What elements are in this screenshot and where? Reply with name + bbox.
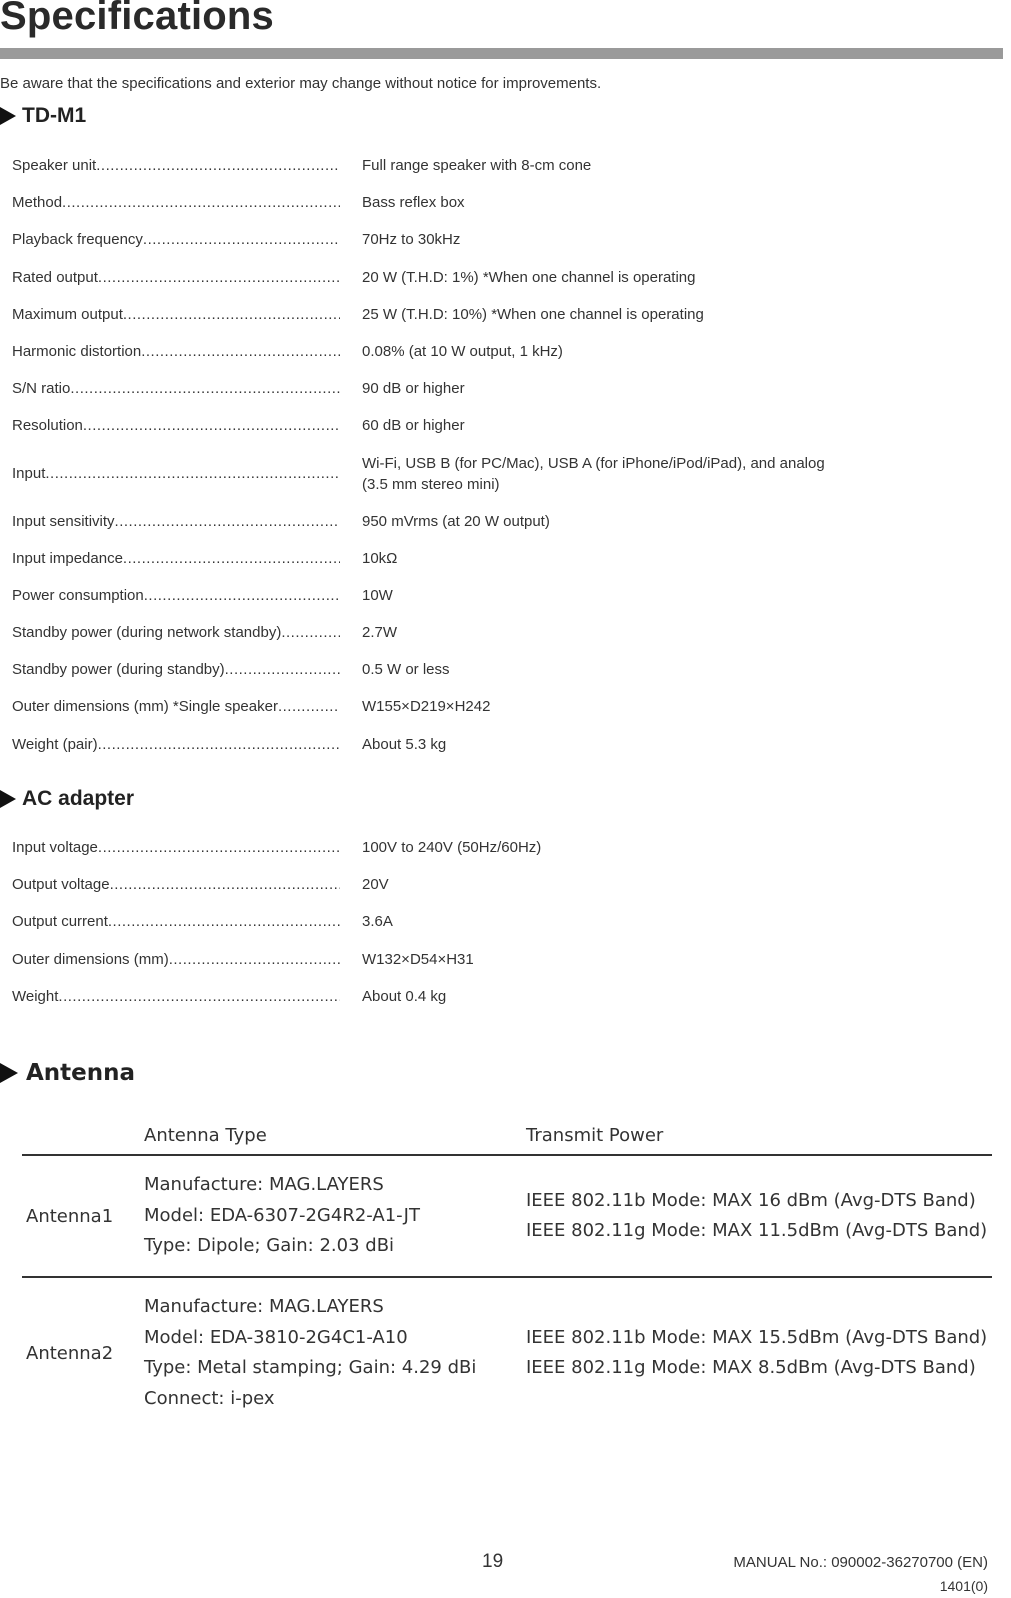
spec-value: 20V xyxy=(362,876,389,894)
spec-row xyxy=(12,267,912,304)
spec-label-text: Outer dimensions (mm) *Single speaker xyxy=(12,698,278,716)
spec-row xyxy=(12,155,912,192)
triangle-bullet-icon xyxy=(0,107,16,125)
spec-label xyxy=(12,874,340,895)
dot-leader xyxy=(83,415,340,436)
spec-label-text: Input sensitivity xyxy=(12,512,115,530)
spec-label-text: Standby power (during network standby) xyxy=(12,624,282,642)
page-number: 19 xyxy=(482,1551,504,1572)
transmit-power-line: IEEE 802.11g Mode: MAX 8.5dBm (Avg-DTS Band) xyxy=(526,1357,976,1378)
dot-leader xyxy=(98,837,340,858)
dot-leader xyxy=(98,267,340,288)
spec-label-text: Input xyxy=(12,464,46,482)
spec-row xyxy=(12,659,912,696)
spec-label xyxy=(12,585,340,606)
spec-label xyxy=(12,229,340,250)
spec-label xyxy=(12,155,340,176)
spec-row xyxy=(12,548,912,585)
section-heading-antenna xyxy=(0,1060,135,1086)
spec-label-text: Harmonic distortion xyxy=(12,342,142,360)
spec-label xyxy=(12,511,340,532)
spec-row xyxy=(12,511,912,548)
spec-list-ac-adapter xyxy=(12,837,912,1023)
manual-number: MANUAL No.: 090002-36270700 (EN) xyxy=(733,1554,988,1571)
spec-label-text: Output voltage xyxy=(12,876,110,894)
spec-label-text: Power consumption xyxy=(12,586,144,604)
spec-value: 950 mVrms (at 20 W output) xyxy=(362,512,550,530)
spec-value: W155×D219×H242 xyxy=(362,698,491,716)
dot-leader xyxy=(98,734,340,755)
spec-label xyxy=(12,659,340,680)
spec-value: 20 W (T.H.D: 1%) *When one channel is operating xyxy=(362,268,696,286)
dot-leader xyxy=(123,548,340,569)
dot-leader xyxy=(58,986,340,1007)
spec-value: 60 dB or higher xyxy=(362,417,465,435)
revision-code: 1401(0) xyxy=(939,1578,988,1594)
spec-row xyxy=(12,837,912,874)
spec-row xyxy=(12,304,912,341)
spec-label-text: Maximum output xyxy=(12,305,123,323)
spec-label xyxy=(12,622,340,643)
antenna-type-line: Type: Dipole; Gain: 2.03 dBi xyxy=(144,1235,395,1257)
spec-label-text: Standby power (during standby) xyxy=(12,661,225,679)
spec-row xyxy=(12,585,912,622)
spec-value: 90 dB or higher xyxy=(362,380,465,398)
spec-row xyxy=(12,192,912,229)
table-row xyxy=(22,1278,992,1428)
spec-row xyxy=(12,911,912,948)
spec-label xyxy=(12,986,340,1007)
spec-value: About 5.3 kg xyxy=(362,735,447,753)
spec-label-text: Playback frequency xyxy=(12,231,143,249)
spec-row xyxy=(12,622,912,659)
spec-value: 25 W (T.H.D: 10%) *When one channel is operating xyxy=(362,305,704,323)
spec-row xyxy=(12,453,912,511)
antenna-table xyxy=(22,1116,992,1428)
column-header-antenna-type: Antenna Type xyxy=(144,1124,267,1146)
dot-leader xyxy=(278,696,340,717)
notice-text: Be aware that the specifications and exterior may change without notice for improvements. xyxy=(0,75,602,92)
dot-leader xyxy=(143,229,340,250)
spec-label-text: Input voltage xyxy=(12,839,98,856)
spec-row xyxy=(12,341,912,378)
dot-leader xyxy=(115,511,340,532)
spec-label xyxy=(12,192,340,213)
spec-row xyxy=(12,378,912,415)
spec-label-text: Input impedance xyxy=(12,549,123,567)
spec-value: 70Hz to 30kHz xyxy=(362,231,461,249)
spec-value: Bass reflex box xyxy=(362,194,465,212)
spec-value: 100V to 240V (50Hz/60Hz) xyxy=(362,839,542,856)
spec-label xyxy=(12,267,340,288)
dot-leader xyxy=(225,659,340,680)
spec-label-text: Method xyxy=(12,194,63,212)
spec-value: Wi-Fi, USB B (for PC/Mac), USB A (for iPhone/iPod/iPad), and analog (3.5 mm stereo mini) xyxy=(362,454,825,493)
dot-leader xyxy=(281,622,340,643)
spec-value: W132×D54×H31 xyxy=(362,950,474,968)
spec-value: 10W xyxy=(362,586,393,604)
dot-leader xyxy=(110,874,340,895)
transmit-power-line: IEEE 802.11b Mode: MAX 16 dBm (Avg-DTS Band) xyxy=(526,1189,976,1211)
spec-label xyxy=(12,415,340,436)
spec-row xyxy=(12,415,912,452)
dot-leader xyxy=(141,341,340,362)
spec-label-text: S/N ratio xyxy=(12,380,71,398)
spec-value: 0.5 W or less xyxy=(362,661,450,679)
dot-leader xyxy=(70,378,340,399)
spec-label xyxy=(12,378,340,399)
dot-leader xyxy=(169,949,340,970)
transmit-power-cell xyxy=(526,1186,992,1247)
dot-leader xyxy=(108,911,340,932)
spec-list-td-m1 xyxy=(12,155,912,771)
antenna-type-line: Manufacture: MAG.LAYERS xyxy=(144,1174,384,1196)
spec-value: 2.7W xyxy=(362,624,398,642)
spec-label-text: Resolution xyxy=(12,417,83,435)
triangle-bullet-icon xyxy=(0,1063,18,1083)
spec-row xyxy=(12,874,912,911)
spec-label xyxy=(12,696,340,717)
spec-value: 10kΩ xyxy=(362,549,398,567)
spec-row xyxy=(12,986,912,1023)
spec-label xyxy=(12,548,340,569)
page-title: Specifications xyxy=(0,0,274,38)
triangle-bullet-icon xyxy=(0,790,16,808)
dot-leader xyxy=(45,463,340,484)
antenna-type-line: Manufacture: MAG.LAYERS xyxy=(144,1296,384,1317)
spec-label-text: Outer dimensions (mm) xyxy=(12,950,169,968)
spec-label-text: Weight (pair) xyxy=(12,735,98,753)
transmit-power-line: IEEE 802.11g Mode: MAX 11.5dBm (Avg-DTS Band) xyxy=(526,1220,988,1241)
section-heading-ac-adapter xyxy=(0,787,134,811)
spec-row xyxy=(12,696,912,733)
dot-leader xyxy=(96,155,340,176)
antenna-type-line: Model: EDA-3810-2G4C1-A10 xyxy=(144,1326,408,1348)
antenna-type-cell xyxy=(144,1292,526,1414)
section-heading-td-m1 xyxy=(0,104,86,128)
transmit-power-line: IEEE 802.11b Mode: MAX 15.5dBm (Avg-DTS Band) xyxy=(526,1326,988,1348)
spec-row xyxy=(12,734,912,771)
section-heading-label: Antenna xyxy=(26,1060,136,1086)
spec-label xyxy=(12,341,340,362)
antenna-type-line: Connect: i-pex xyxy=(144,1387,275,1409)
antenna-type-line: Type: Metal stamping; Gain: 4.29 dBi xyxy=(144,1357,477,1378)
title-divider xyxy=(0,48,1003,59)
antenna-table-header xyxy=(22,1116,992,1156)
spec-label xyxy=(12,911,340,932)
spec-row xyxy=(12,229,912,266)
dot-leader xyxy=(62,192,340,213)
spec-label-text: Weight xyxy=(12,987,59,1005)
dot-leader xyxy=(144,585,340,606)
section-heading-label: AC adapter xyxy=(22,787,135,810)
spec-label xyxy=(12,734,340,755)
spec-label xyxy=(12,463,340,484)
spec-value: Full range speaker with 8-cm cone xyxy=(362,157,592,174)
table-row xyxy=(22,1156,992,1278)
column-header-transmit-power: Transmit Power xyxy=(526,1124,664,1146)
transmit-power-cell xyxy=(526,1323,992,1384)
spec-label-text: Speaker unit xyxy=(12,157,97,174)
antenna-type-cell xyxy=(144,1170,526,1262)
section-heading-label: TD-M1 xyxy=(22,104,87,127)
spec-label xyxy=(12,837,340,858)
antenna-name: Antenna2 xyxy=(26,1342,114,1364)
spec-value: 3.6A xyxy=(362,913,393,931)
dot-leader xyxy=(123,304,340,325)
spec-label-text: Output current xyxy=(12,913,108,931)
spec-label-text: Rated output xyxy=(12,268,98,286)
spec-row xyxy=(12,949,912,986)
antenna-name: Antenna1 xyxy=(26,1205,114,1227)
spec-value: 0.08% (at 10 W output, 1 kHz) xyxy=(362,342,563,360)
spec-label xyxy=(12,304,340,325)
spec-label xyxy=(12,949,340,970)
spec-value: About 0.4 kg xyxy=(362,987,447,1005)
antenna-type-line: Model: EDA-6307-2G4R2-A1-JT xyxy=(144,1204,420,1226)
